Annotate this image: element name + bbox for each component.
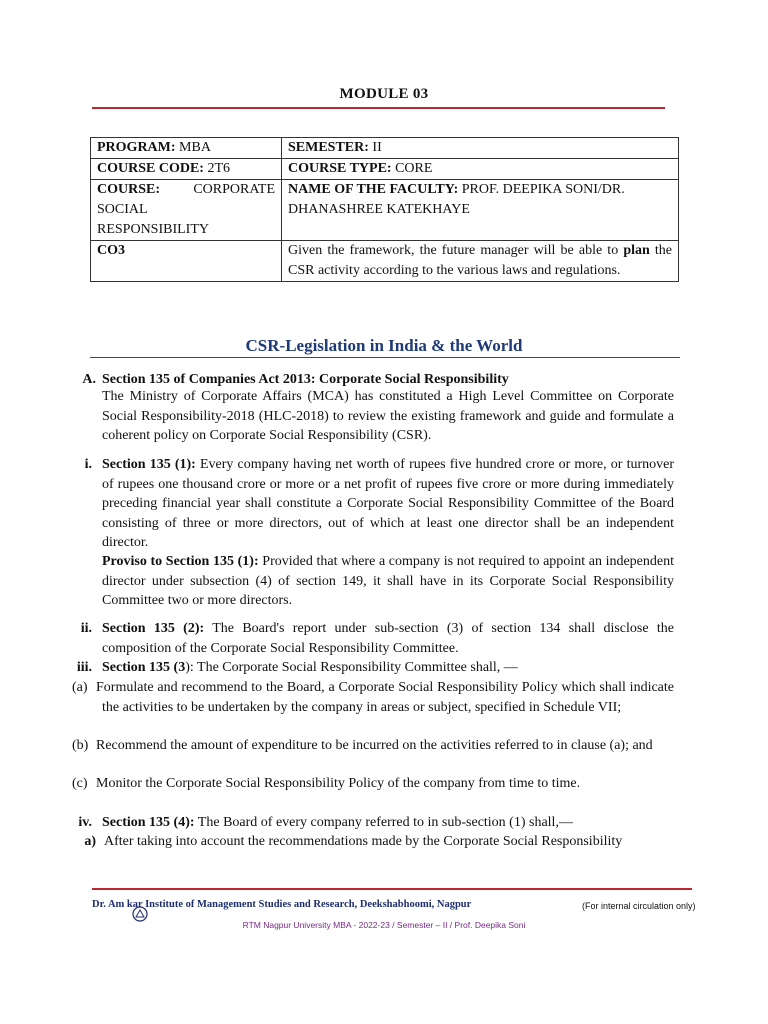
faculty-label: NAME OF THE FACULTY: [288,182,459,197]
co-label: CO3 [97,243,125,258]
item-iii-a-text: Formulate and recommend to the Board, a Corporate Social Responsibility Policy which shall indicate the activities to be undertaken by the company in areas or subject, specified in Schedule VII; [96,680,674,715]
item-i-body: Every company having net worth of rupees five hundred crore or more, or turnover of rupees one thousand crore or more or a net profit of rupees five crore or more during immediately preceding financial year shall constitute a Corporate Social Responsibility Committee of the Board consisting of three or more directors, out of which at least one director shall be an independent director. [102,457,674,550]
item-iv-marker: iv. [78,815,92,830]
item-iii-a-marker: (a) [72,680,88,695]
item-iii-text [102,658,674,678]
program-label: PROGRAM: [97,140,176,155]
module-title: MODULE 03 [339,86,429,102]
item-iii-b-text: Recommend the amount of expenditure to be incurred on the activities referred to in clause (a); and [96,738,653,753]
section-a-marker: A. [82,372,96,387]
section-a-title: Section 135 of Companies Act 2013: Corporate Social Responsibility [102,372,509,387]
footer-internal-note: (For internal circulation only) [582,901,696,911]
item-ii-title: Section 135 (2): [102,621,205,636]
item-iii-title: Section 135 (3 [102,660,186,675]
item-iv-title: Section 135 (4): [102,815,195,830]
footer-university-line: RTM Nagpur University MBA - 2022-23 / Semester – II / Prof. Deepika Soni [242,920,526,930]
item-iii-c-text: Monitor the Corporate Social Responsibility Policy of the company from time to time. [96,776,581,791]
section-heading: CSR-Legislation in India & the World [245,336,523,355]
item-i-title: Section 135 (1): [102,457,196,472]
heading-blue-rule [90,357,680,358]
course-label: COURSE: [97,182,161,197]
item-iv-a-text: After taking into account the recommendations made by the Corporate Social Responsibility [104,834,623,849]
course-code-label: COURSE CODE: [97,161,204,176]
item-iv-a-marker: a) [84,834,96,849]
item-i-marker: i. [84,457,92,472]
item-iii-body: ): The Corporate Social Responsibility Committee shall, — [185,660,518,675]
table-row [91,138,679,159]
program-value: MBA [179,140,211,155]
course-value-line1: CORPORATE [193,182,275,197]
course-value-line3: RESPONSIBILITY [97,222,210,237]
item-i-text [102,455,674,553]
item-ii-body: The Board's report under sub-section (3) of section 134 shall disclose the composition of the Corporate Social Responsibility Committee. [102,621,674,656]
item-iii-c-marker: (c) [72,776,88,791]
section-a-body: The Ministry of Corporate Affairs (MCA) has constituted a High Level Committee on Corporate Social Responsibility-2018 (HLC-2018) to review the existing framework and guide and formulate a coherent policy on Corporate Social Responsibility (CSR). [102,389,674,443]
course-type-value: CORE [395,161,433,176]
item-iv-body: The Board of every company referred to in sub-section (1) shall,— [197,815,573,830]
course-code-value: 2T6 [207,161,231,176]
faculty-value-line2: DHANASHREE KATEKHAYE [288,202,470,217]
semester-label: SEMESTER: [288,140,369,155]
footer-institute: Dr. Am kar Institute of Management Studies and Research, Deekshabhoomi, Nagpur [92,899,472,910]
item-iii-marker: iii. [76,660,92,675]
co-text-part1: Given the framework, the future manager will be able to [288,243,619,258]
table-row [91,241,679,282]
item-ii-text [102,619,674,658]
co-text-bold: plan [623,243,650,258]
semester-value: II [372,140,382,155]
item-iii-b-marker: (b) [72,738,89,753]
table-row [91,180,679,241]
proviso-body: Provided that where a company is not required to appoint an independent director under subsection (4) of section 149, it shall have in its Corporate Social Responsibility Committee two or more directors. [102,554,675,608]
course-value-line2: SOCIAL [97,202,148,217]
item-i-proviso [102,552,674,611]
co-text-part2: the CSR activity according to the various laws and regulations. [288,243,673,278]
item-iv-text [102,813,674,833]
proviso-title: Proviso to Section 135 (1): [102,554,259,569]
course-type-label: COURSE TYPE: [288,161,392,176]
item-ii-marker: ii. [80,621,92,636]
header-red-rule [92,107,665,109]
footer-red-rule [92,888,692,890]
faculty-value-line1: PROF. DEEPIKA SONI/DR. [461,182,625,197]
table-row [91,159,679,180]
course-info-table [90,137,679,282]
